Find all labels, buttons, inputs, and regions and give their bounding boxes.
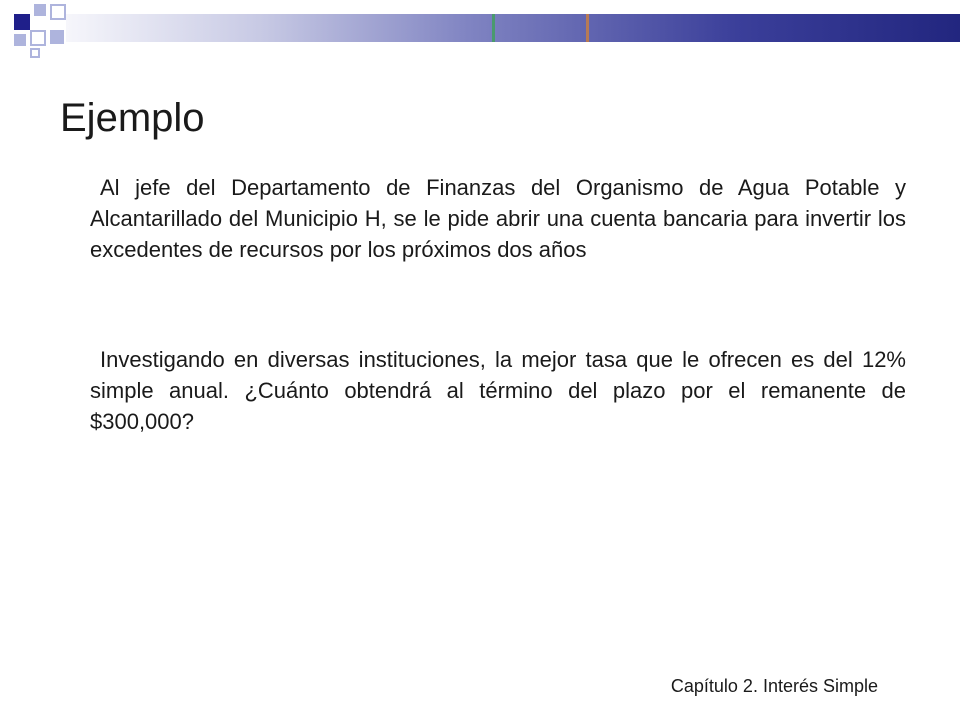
paragraph-intro: Al jefe del Departamento de Finanzas del Organismo de Agua Potable y Alcantarillado del Municipio H, se le pide abrir una cuenta bancaria para invertir los excedentes de recursos por los próximos dos años: [90, 175, 906, 262]
slide-footer: Capítulo 2. Interés Simple: [670, 676, 878, 696]
light-square: [14, 34, 26, 46]
outline-square: [30, 48, 40, 58]
navy-square: [14, 14, 30, 30]
outline-square: [30, 30, 46, 46]
outline-square: [50, 4, 66, 20]
bar-marker: [492, 14, 495, 42]
light-square: [34, 4, 46, 16]
slide-title: Ejemplo: [60, 96, 205, 140]
bar-marker: [586, 14, 589, 42]
header-gradient-bar: [66, 14, 960, 42]
paragraph-question: Investigando en diversas instituciones, la mejor tasa que le ofrecen es del 12% simple anual. ¿Cuánto obtendrá al término del plazo por el remanente de $300,000?: [90, 347, 906, 434]
light-square: [50, 30, 64, 44]
